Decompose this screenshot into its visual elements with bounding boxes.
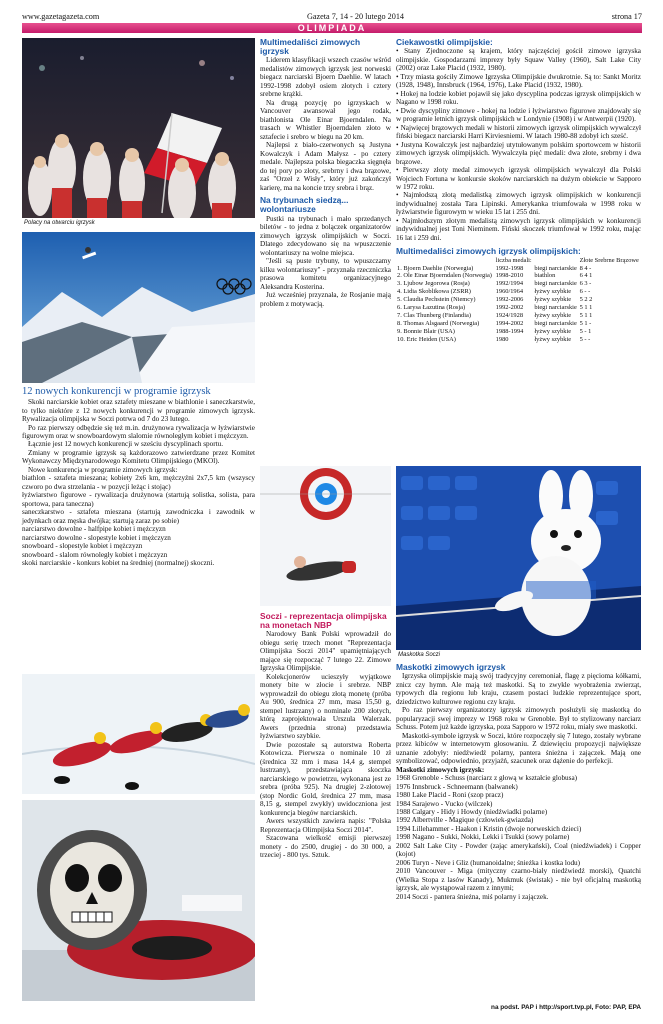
list-item: narciarstwo dowolne - slopestyle kobiet i mężczyzn	[22, 533, 171, 542]
cell: 10. Eric Heiden (USA)	[397, 335, 456, 343]
caption-mascot: Maskotka Soczi	[398, 652, 441, 658]
cell: 1960/1964	[495, 288, 524, 296]
article-coins	[260, 612, 391, 860]
paragraph: Już wcześniej przyznała, że Rosjanie mają problem z motywacją.	[260, 291, 391, 308]
paragraph: Narodowy Bank Polski wprowadził do obiegu serię trzech monet "Reprezentacja Olimpijska Soczi 2014" upamiętniających mające się rozpocząć 7 lutego 22. Zimowe Igrzyska Olimpijskie.	[260, 630, 391, 673]
list-item: 1988 Calgary - Hidy i Howdy (niedźwiadki polarne)	[396, 807, 548, 816]
paragraph: Pustki na trybunach i mało sprzedanych biletów - to jedna z bolączek organizatorów zimowych igrzysk olimpijskich w Soczi. Dlatego zdecydowano się na wpuszczenie wolontariuszy na wolne miejsca.	[260, 214, 391, 257]
list-item: snowboard - slalom równoległy kobiet i mężczyzn	[22, 550, 168, 559]
list-item: saneczkarstwo - sztafeta mieszana (startują zawodniczka i zawodnik w jedynkach oraz męska dwójka; startują zaraz po sobie)	[22, 508, 255, 525]
issue-info: Gazeta 7, 14 - 20 lutego 2014	[306, 11, 405, 21]
article-facts	[396, 38, 641, 344]
article-mascots	[396, 663, 641, 901]
cell: łyżwy szybkie	[534, 288, 572, 296]
cell: 8. Thomas Alsgaard (Norwegia)	[397, 320, 480, 328]
fact-item: • Stany Zjednoczone są krajem, który najczęściej gościł zimowe igrzyska olimpijskie. Gospodarzami imprezy były Squaw Valley (1960), Salt Lake City (2002) oraz Lake Placid (1932, 1980).	[396, 47, 641, 73]
cell: 7. Clas Thunberg (Finlandia)	[397, 312, 471, 320]
cell: łyżwy szybkie	[534, 335, 572, 343]
table-row	[396, 312, 641, 320]
paragraph: Dwie pozostałe są autorstwa Roberta Kotowicza. Pierwsza o nominale 10 zł (średnica 32 mm i masa 14,4 g, stempel lustrzany), przedstawiająca skoczka narciarskiego w powietrzu, wykonana jest ze srebra (próba 925). Na drugiej 2-złotowej (stop Nordic Gold, średnica 27 mm, masa 8,15 g, stempel zwykły) uwidoczniona jest konkurencja biegów narciarskich.	[260, 740, 391, 817]
list-item: 1976 Innsbruck - Schneemann (bałwanek)	[396, 782, 518, 791]
cell: 6 - -	[579, 288, 591, 296]
cell: 5 2 2	[579, 296, 593, 304]
table-row	[396, 265, 641, 273]
photo-credits: na podst. PAP i http://sport.tvp.pl, Foto: PAP, EPA	[491, 1004, 641, 1011]
caption-parade: Polacy na otwarciu igrzysk	[24, 220, 95, 226]
list-item: 1984 Sarajewo - Vucko (wilczek)	[396, 799, 493, 808]
cell: łyżwy szybkie	[534, 328, 572, 336]
article-coins-title: Soczi - reprezentacja olimpijska na monetach NBP	[260, 611, 387, 631]
cell: 2. Ole Einar Bjoerndalen (Norwegia)	[397, 272, 492, 280]
table-header: liczba medali:	[495, 256, 532, 264]
list-item: 2002 Salt Lake City - Powder (zając amerykański), Coal (niedźwiadek) i Copper (kojot)	[396, 841, 641, 859]
list-item: łyżwiarstwo figurowe - rywalizacja drużynowa (startują solistka, solista, para sportowa, para taneczna)	[22, 491, 255, 508]
cell: 1994-2002	[495, 320, 524, 328]
article-tickets-title: Na trybunach siedzą... wolontariusze	[260, 195, 349, 215]
paragraph: Po raz pierwszy odbędzie się też m.in. drużynowa rywalizacja w łyżwiarstwie figurowym oraz w snowboardowym slalomie równoległym kobiet i mężczyzn.	[22, 423, 255, 440]
list-item: 1980 Lake Placid - Roni (szop pracz)	[396, 791, 504, 800]
cell: 5 1 1	[579, 312, 593, 320]
site-url[interactable]: www.gazetagazeta.com	[22, 11, 100, 21]
photo-snowboard	[22, 232, 255, 383]
cell: 6 3 -	[579, 280, 592, 288]
paragraph: Awers wszystkich zawiera napis: "Polska Reprezentacja Olimpijska Soczi 2014".	[260, 817, 391, 834]
article-medalists-title: Multimedaliści zimowych igrzysk	[260, 37, 361, 57]
section-banner	[22, 23, 642, 33]
cell: 1998-2010	[495, 272, 524, 280]
table-row	[396, 336, 641, 344]
photo-skeleton	[22, 800, 255, 1001]
paragraph: Łącznie jest 12 nowych konkurencji w sześciu dyscyplinach sportu.	[28, 440, 224, 449]
cell: 6. Larysa Łazutina (Rosja)	[397, 304, 466, 312]
table-row	[396, 328, 641, 336]
list-item: 1994 Lillehammer - Haakon i Kristin (dwoje norweskich dzieci)	[396, 824, 582, 833]
cell: 4. Lidia Skoblikowa (ZSRR)	[397, 288, 471, 296]
paragraph: Na drugą pozycję po igrzyskach w Vancouver awansował jego rodak, biathlonista Ole Einar Bjoerndalen. Na trasach w Whistler Bjoerndalen złoto w sztafecie i srebro w biegu na 20 km.	[260, 98, 391, 141]
article-program	[22, 386, 255, 568]
cell: 5. Claudia Pechstein (Niemcy)	[397, 296, 476, 304]
cell: 3. Ljubow Jegorowa (Rosja)	[397, 280, 470, 288]
paragraph: Nowe konkurencja w programie zimowych igrzysk:	[28, 465, 178, 474]
cell: biegi narciarskie	[534, 280, 577, 288]
cell: 1992-1998	[495, 264, 524, 272]
page-number: strona 17	[611, 11, 642, 21]
table-row	[396, 296, 641, 304]
cell: 1. Bjoern Daehlie (Norwegia)	[397, 264, 474, 272]
list-item: 2006 Turyn - Neve i Gliz (humanoidalne; śnieżka i kostka lodu)	[396, 858, 581, 867]
cell: 5 1 -	[579, 320, 592, 328]
photo-mascot	[396, 466, 641, 650]
paragraph: Igrzyska olimpijskie mają swój tradycyjny ceremoniał, flagę z pięcioma kółkami, znicz czy hymn. Ale mają też maskotki. Są to zwykle wyobrażenia zwierząt, typowych dla regionu lub kraju, czasem postaci ludzkie reprezentujące sport, dziedzictwo kulturowe regionu czy kraju.	[396, 672, 641, 706]
cell: 1992-2006	[495, 296, 524, 304]
cell: 1992/1994	[495, 280, 524, 288]
photo-curling	[260, 466, 391, 606]
list-item: snowboard - slopestyle kobiet i mężczyzn	[22, 542, 143, 551]
cell: 1924/1928	[495, 312, 524, 320]
cell: biegi narciarskie	[534, 304, 577, 312]
table-header	[396, 257, 495, 265]
photo-short-track	[22, 674, 255, 794]
article-mascots-title: Maskotki zimowych igrzysk	[396, 662, 506, 672]
page-header	[22, 11, 642, 22]
cell: 1980	[495, 335, 509, 343]
paragraph: "Jeśli są puste trybuny, to wpuszczamy kilku wolontariuszy" - przyznała rzeczniczka prasowa komitetu organizacyjnego Aleksandra Kosterina.	[260, 257, 391, 291]
fact-item: • Justyna Kowalczyk jest najbardziej utytułowanym polskim sportowcem w historii zimowych igrzysk olimpijskich. Wywalczyła pięć medali: dwa złote, srebrny i dwa brązowe.	[396, 140, 641, 166]
paragraph: Liderem klasyfikacji wszech czasów wśród medalistów zimowych igrzysk jest norweski biegacz narciarski Bjoern Daehlie. W latach 1992-1998 zdobył osiem złotych i cztery srebrne krążki.	[260, 56, 391, 99]
article-facts-title: Ciekawostki olimpijskie:	[396, 37, 493, 47]
cell: łyżwy szybkie	[534, 312, 572, 320]
list-item: 1992 Albertville - Magique (człowiek-gwiazda)	[396, 816, 534, 825]
fact-item: • Pierwszy złoty medal zimowych igrzysk olimpijskich wywalczył dla Polski Wojciech Fortuna w konkursie skoków narciarskich na dużym obiekcie w Sapporo w 1972 roku.	[396, 166, 641, 191]
paragraph: Po raz pierwszy organizatorzy igrzysk zimowych posłużyli się maskotką do popularyzacji swej imprezy w 1968 roku w Grenoble. Był to stylizowany narciarz Schuss. Potem już każde igrzyska, poza Sapporo w 1972 roku, miały swe maskotki.	[396, 706, 641, 732]
cell: 6 4 1	[579, 272, 593, 280]
cell: biegi narciarskie	[534, 320, 577, 328]
list-item: skoki narciarskie - konkurs kobiet na średniej (normalnej) skoczni.	[22, 559, 215, 568]
article-program-title: 12 nowych konkurencji w programie igrzysk	[22, 386, 211, 397]
fact-item: • Najmłodszą złotą medalistką zimowych igrzysk olimpijskich w konkurencji indywidualnej została Tara Lipinski. Amerykanka triumfowała w 1998 roku w łyżwiarstwie figurowym w wieku 15 lat i 255 dni.	[396, 191, 641, 217]
photo-parade	[22, 38, 255, 218]
section-title: OLIMPIADA	[297, 22, 367, 33]
table-row	[396, 272, 641, 280]
cell: biathlon	[534, 272, 556, 280]
list-item: 2010 Vancouver - Miga (mityczny czarno-biały niedźwiedź morski), Quatchi (Wielka Stopa z lasów Kanady), Mukmuk (świstak) - nie był oficjalną maskotką igrzysk, ale wystąpował razem z innymi;	[396, 867, 641, 893]
list-item: 1998 Nagano - Sukki, Nokki, Lekki i Tsukki (sowy polarne)	[396, 833, 570, 842]
article-medalists	[260, 38, 391, 308]
mascot-list-title: Maskotki zimowych igrzysk:	[396, 765, 485, 774]
table-header: Złote Srebrne Brązowe	[579, 256, 639, 264]
table-row	[396, 304, 641, 312]
list-item: 1968 Grenoble - Schuss (narciarz z głową w kształcie globusa)	[396, 774, 578, 783]
paragraph: Skoki narciarskie kobiet oraz sztafety mieszane w biathlonie i saneczkarstwie, to tylko niektóre z 12 nowych konkurencji w programie zimowych igrzysk. Rywalizacja olimpijska w Soczi potrwa od 7 do 23 lutego.	[22, 398, 255, 424]
table-row	[396, 288, 641, 296]
cell: 8 4 -	[579, 264, 592, 272]
fact-item: • Trzy miasta gościły Zimowe Igrzyska Olimpijskie dwukrotnie. Są to: Sankt Moritz (1928, 1948), Innsbruck (1964, 1976), Lake Placid (1932, 1980).	[396, 72, 641, 90]
list-item: biathlon - sztafeta mieszana; kobiety 2x6 km, mężczyźni 2x7,5 km (wszyscy czworo po dwa strzelania - w pozycji leżąc i stojąc)	[22, 474, 255, 491]
fact-item: • Najwięcej brązowych medali w historii zimowych igrzysk olimpijskich wywalczył fiński biegacz narciarski Harri Kirviesniemi. W latach 1980-88 zdobył ich sześć.	[396, 123, 641, 141]
cell: 9. Bonnie Blair (USA)	[397, 328, 455, 336]
list-item: narciarstwo dowolne - halfpipe kobiet i mężczyzn	[22, 525, 166, 534]
fact-item: • Najmłodszym złotym medalistą zimowych igrzysk olimpijskich w konkurencji indywidualnej jest Toni Nieminem. Fiński skoczek triumfował w 1992 roku, mając 16 lat i 259 dni.	[396, 216, 641, 242]
cell: biegi narciarskie	[534, 264, 577, 272]
cell: 5 - -	[579, 335, 591, 343]
table-header	[533, 257, 578, 265]
table-header-row	[396, 257, 641, 265]
paragraph: Najlepsi z biało-czerwonych są Justyna Kowalczyk i Adam Małysz - po cztery medale. Najlepsza polska biegaczka sięgnęła do tej pory po złoty, srebrny i dwa brązowe, zaś "Orzeł z Wisły", który już zakończył karierę, ma na koncie trzy srebra i brąz.	[260, 141, 391, 192]
table-row	[396, 320, 641, 328]
cell: łyżwy szybkie	[534, 296, 572, 304]
paragraph: Szacowana wielkość emisji pierwszej monety - do 2500, drugiej - do 30 000, a trzeciej - 800 tys. Sztuk.	[260, 834, 391, 860]
cell: 1988-1994	[495, 328, 524, 336]
fact-item: • Dwie dyscypliny zimowe - hokej na lodzie i łyżwiarstwo figurowe znajdowały się w programie letnich igrzysk olimpijskich w Londynie (1908) i w Antwerpii (1920).	[396, 106, 641, 124]
paragraph: Maskotki-symbole igrzysk w Soczi, które rozpoczęły się 7 lutego, zostały wybrane przez kibiców w internetowym głosowaniu. Z dziewięciu propozycji największe uznanie zdobyły: niedźwiedź polarny, pantera śnieżna i zajączek. Mają one symbolizować, odpowiednio, przyjaźń, szacunek oraz dążenie do perfekcji.	[396, 731, 641, 766]
cell: 1992-2002	[495, 304, 524, 312]
cell: 5 1 1	[579, 304, 593, 312]
list-item: 2014 Soczi - pantera śnieżna, miś polarny i zajączek.	[396, 892, 549, 901]
medal-table-title: Multimedaliści zimowych igrzysk olimpijskich:	[396, 246, 581, 257]
cell: 5 - 1	[579, 328, 592, 336]
medal-table	[396, 257, 641, 344]
fact-item: • Hokej na lodzie kobiet pojawił się jako dyscyplina podczas igrzysk olimpijskich w Nagano w 1998 roku.	[396, 89, 641, 107]
paragraph: Kolekcjonerów ucieszyły wyjątkowe monety bite w złocie i srebrze. NBP wyprowadził do obiegu złotą monetę (próba Au 900, średnica 27 mm, masa 15,50 g, stempel lustrzany) o nominale 200 złotych, którą zaprojektowała Urszula Walerzak. Awers (przednia strona) przedstawia łyżwiarstwo szybkie.	[260, 672, 391, 741]
paragraph: Zmiany w programie igrzysk są każdorazowo zatwierdzane przez Komitet Wykonawczy Międzynarodowego Komitetu Olimpijskiego (MKOl).	[22, 448, 255, 466]
table-row	[396, 280, 641, 288]
